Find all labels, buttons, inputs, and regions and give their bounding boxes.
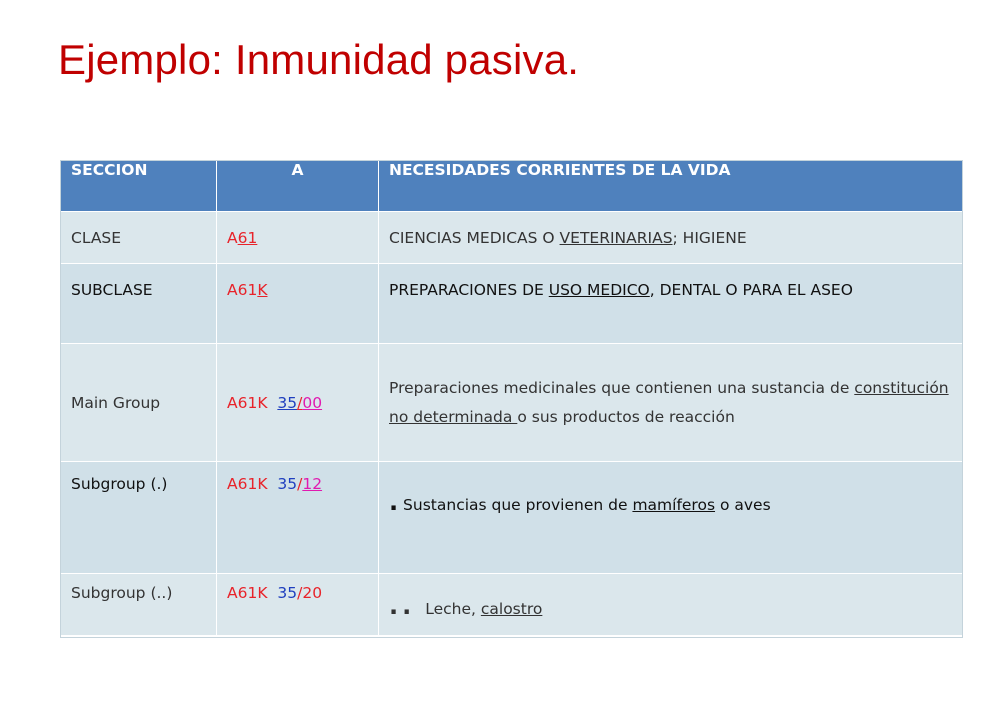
desc-text: Preparaciones medicinales que contienen una sustancia de [389, 378, 855, 397]
table-row-subgroup-2 [61, 574, 964, 636]
desc-text-after: ; HIGIENE [672, 229, 747, 247]
code-subgroup: 12 [302, 475, 323, 493]
code-cell [217, 264, 379, 344]
table-row-subgroup-1 [61, 462, 964, 574]
level-label: Subgroup (.) [61, 462, 217, 574]
header-section-code: A [217, 161, 379, 212]
table-header-row [61, 161, 964, 212]
level-label: Main Group [61, 344, 217, 462]
code-main-group: 35 [277, 584, 298, 602]
level-label: SUBCLASE [61, 264, 217, 344]
desc-text: PREPARACIONES DE [389, 281, 549, 299]
description-cell [379, 344, 964, 462]
desc-text: CIENCIAS MEDICAS O [389, 229, 560, 247]
code-new-part: K [257, 281, 268, 299]
desc-text-after: o sus productos de reacción [517, 407, 735, 426]
code-prefix: A61K [227, 393, 268, 412]
desc-underlined: constitución no determinada [389, 378, 949, 426]
code-prefix: A61K [227, 584, 268, 602]
code-main-group: 35 [277, 393, 298, 412]
level-label: Subgroup (..) [61, 574, 217, 636]
code-prefix: A [227, 229, 238, 247]
code-prefix: A61K [227, 475, 268, 493]
code-separator: / [297, 584, 303, 602]
table-row-clase [61, 212, 964, 264]
description-cell [379, 462, 964, 574]
code-cell [217, 212, 379, 264]
desc-text-after: o aves [715, 496, 771, 514]
description-cell [379, 264, 964, 344]
ipc-classification-table [60, 160, 964, 636]
table-row-main-group [61, 344, 964, 462]
code-subgroup: 20 [302, 584, 323, 602]
description-cell [379, 574, 964, 636]
code-cell [217, 574, 379, 636]
level-label: CLASE [61, 212, 217, 264]
code-subgroup: 00 [302, 393, 323, 412]
desc-underlined: calostro [480, 600, 543, 618]
header-seccion: SECCION [61, 161, 217, 212]
code-new-part: 61 [237, 229, 258, 247]
code-cell [217, 344, 379, 462]
desc-text: Leche, [425, 600, 481, 618]
description-cell [379, 212, 964, 264]
desc-underlined: mamíferos [632, 496, 716, 514]
code-cell [217, 462, 379, 574]
table-row-subclase [61, 264, 964, 344]
desc-text-after: , DENTAL O PARA EL ASEO [649, 281, 853, 299]
page-title: Ejemplo: Inmunidad pasiva. [58, 36, 580, 83]
desc-underlined: VETERINARIAS [559, 229, 673, 247]
desc-text: Sustancias que provienen de [398, 496, 633, 514]
indent-dots: . [389, 488, 399, 516]
desc-underlined: USO MEDICO [548, 281, 650, 299]
header-section-title: NECESIDADES CORRIENTES DE LA VIDA [379, 161, 964, 212]
code-separator: / [297, 475, 303, 493]
code-main-group: 35 [277, 475, 298, 493]
code-prefix: A61 [227, 281, 258, 299]
code-separator: / [297, 393, 303, 412]
indent-dots: .. [389, 592, 416, 620]
